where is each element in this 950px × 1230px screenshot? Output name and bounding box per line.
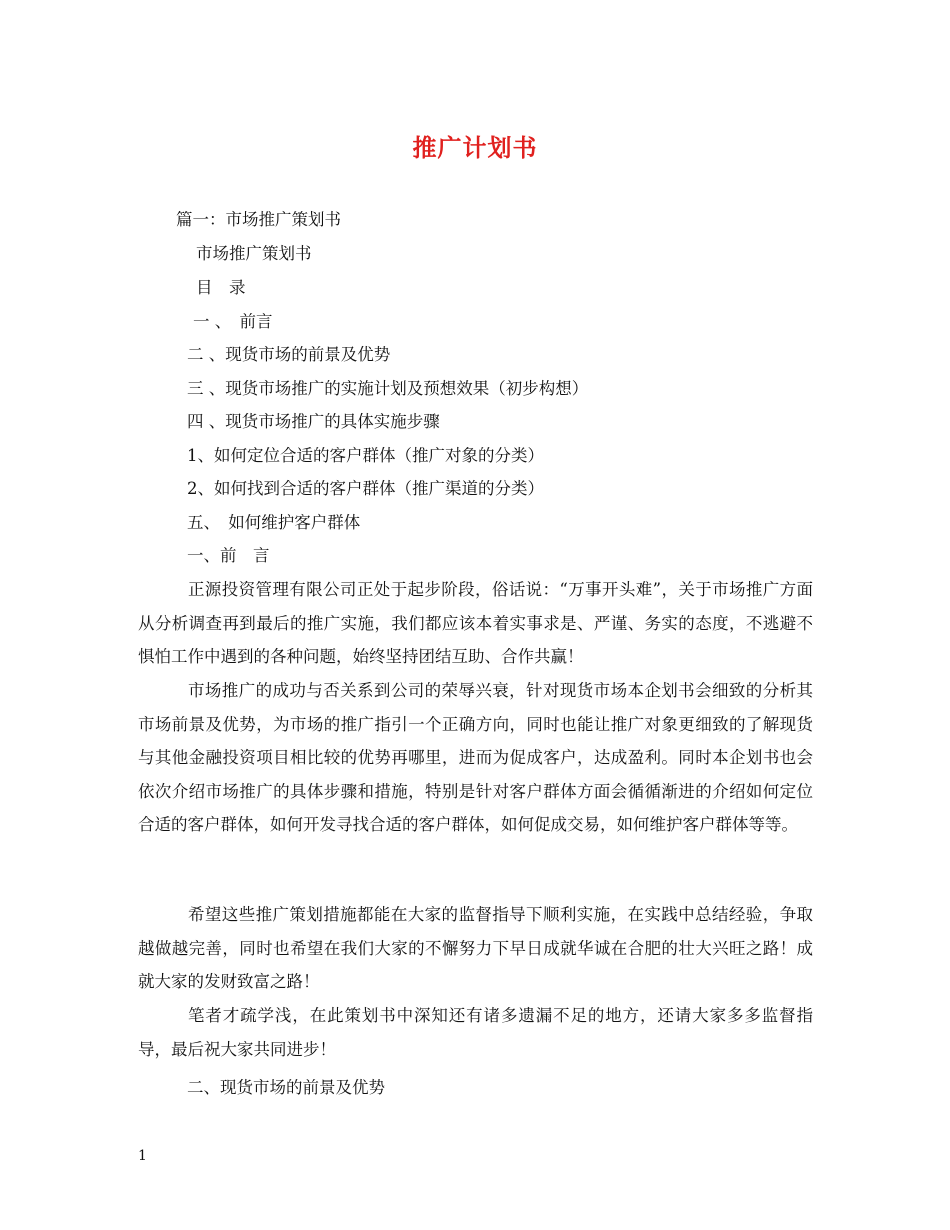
toc-item: 四 、现货市场推广的具体实施步骤 (187, 412, 440, 431)
body-paragraph: 正源投资管理有限公司正处于起步阶段，俗话说：“万事开头难”，关于市场推广方面从分析调查再到最后的推广实施，我们都应该本着实事求是、严谨、务实的态度，不逃避不惧怕工作中遇到的各种问题，始终坚持团结互助、合作共赢！ (138, 580, 813, 666)
body-paragraph: 笔者才疏学浅，在此策划书中深知还有诸多遗漏不足的地方，还请大家多多监督指导，最后祝大家共同进步！ (138, 1006, 813, 1059)
toc-item: 一 、 前言 (193, 312, 273, 331)
body-paragraph: 市场推广的成功与否关系到公司的荣辱兴衰，针对现货市场本企划书会细致的分析其市场前景及优势，为市场的推广指引一个正确方向，同时也能让推广对象更细致的了解现货与其他金融投资项目相比较的优势再哪里，进而为促成客户，达成盈利。同时本企划书也会依次介绍市场推广的具体步骤和措施，特别是针对客户群体方面会循循渐进的介绍如何定位合适的客户群体，如何开发寻找合适的客户群体，如何促成交易，如何维护客户群体等等。 (138, 681, 813, 834)
toc-item: 五、 如何维护客户群体 (187, 513, 361, 532)
toc-heading: 目 录 (196, 278, 246, 297)
toc-item: 1、如何定位合适的客户群体（推广对象的分类） (187, 446, 544, 465)
chapter-heading: 篇一：市场推广策划书 (176, 210, 341, 229)
section-heading-preface: 一、前 言 (187, 546, 270, 565)
toc-subtitle: 市场推广策划书 (196, 244, 312, 263)
toc-item: 三 、现货市场推广的实施计划及预想效果（初步构想） (187, 379, 589, 398)
toc-item: 2、如何找到合适的客户群体（推广渠道的分类） (187, 479, 544, 498)
body-paragraph: 希望这些推广策划措施都能在大家的监督指导下顺利实施，在实践中总结经验，争取越做越完善，同时也希望在我们大家的不懈努力下早日成就华诚在合肥的壮大兴旺之路！成就大家的发财致富之路！ (138, 905, 813, 991)
page-number: 1 (138, 1148, 147, 1164)
section-heading-market: 二、现货市场的前景及优势 (187, 1078, 385, 1097)
toc-item: 二 、现货市场的前景及优势 (187, 345, 391, 364)
document-title: 推广计划书 (412, 133, 538, 162)
